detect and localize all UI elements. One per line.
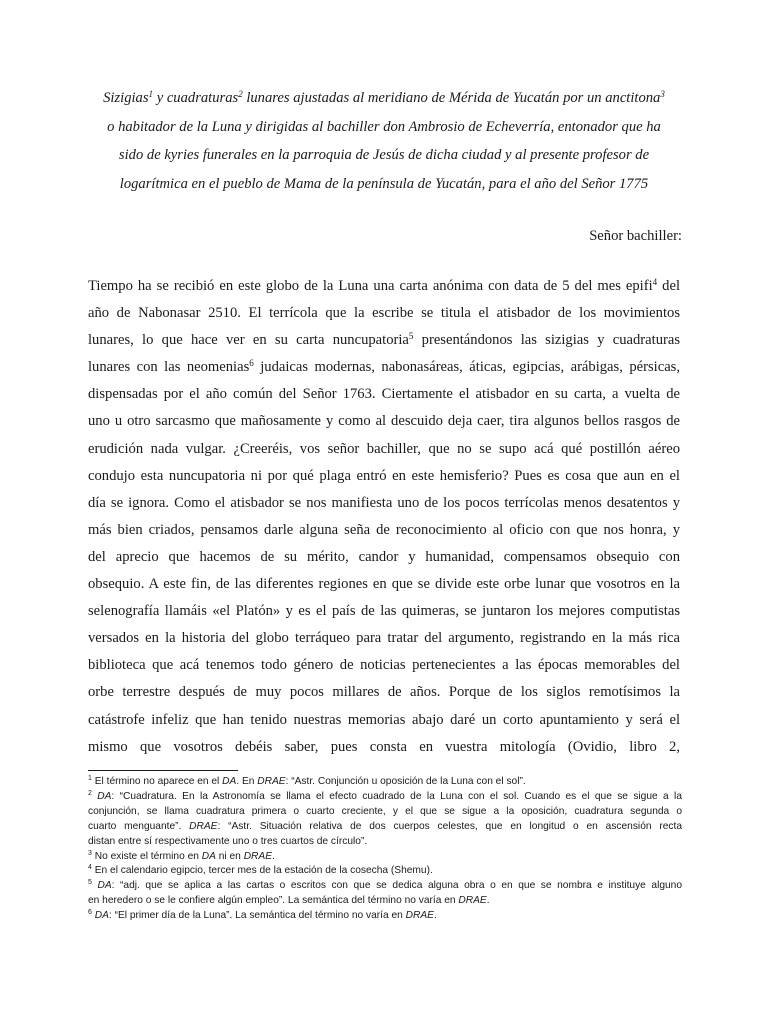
footnote-ref[interactable]: 6 [249, 358, 254, 369]
body-line: orbe terrestre después de muy pocos millares de años. Porque de los siglos remotísimos la [88, 684, 680, 701]
title-line [86, 170, 682, 199]
footnote-3: $^3$ No existe el término en DA ni en DRAE. [88, 849, 275, 862]
footnote-2-cont: cuarto menguante”. DRAE: “Astr. Situación relativa de dos cuerpos celestes, que en longitud o en ascensión recta [88, 820, 682, 832]
footnote-2: $^2$ DA: “Cuadratura. En la Astronomía se llama el efecto cuadrado de la Luna con el sol. Cuando es el que se sigue a la [88, 789, 682, 802]
body-line: dispensadas por el año común del Señor 1763. Ciertamente el atisbador en su carta, a vuelta de [88, 386, 680, 403]
footnotes [88, 775, 682, 924]
footnote-ref[interactable]: 2 [238, 89, 243, 99]
title-line [86, 141, 682, 170]
footnote-ref[interactable]: 4 [652, 277, 658, 287]
title-text: logarítmica en el pueblo de Mama de la península de Yucatán, para el año del Señor 1775 [119, 175, 649, 192]
body-line: mismo que vosotros debéis saber, pues consta en vuestra mitología (Ovidio, libro 2, [88, 738, 680, 755]
salutation: Señor bachiller: [589, 228, 682, 244]
footnote-ref[interactable]: 1 [148, 89, 154, 99]
body-line: catástrofe infeliz que han tenido nuestras memorias abajo daré un corto apuntamiento y será el [88, 711, 680, 728]
footnote-ref[interactable]: 3 [660, 89, 665, 99]
footnote-2-cont: conjunción, se llama cuadratura primera o cuarto creciente, y el que se sigue a la oposición, cuadratura segunda o [88, 805, 682, 817]
footnote-1: $^1$ El término no aparece en el DA. En DRAE: “Astr. Conjunción u oposición de la Luna con el sol”. [88, 775, 526, 787]
body-line: obsequio. A este fin, de las diferentes regiones en que se divide este orbe lunar que vosotros en la [88, 576, 680, 593]
body-paragraph [88, 273, 680, 761]
body-line: del aprecio que hacemos de su mérito, candor y humanidad, compensamos obsequio con [88, 548, 680, 565]
footnote-6: $^6$ DA: “El primer día de la Luna”. La semántica del término no varía en DRAE. [88, 909, 437, 922]
title-line [86, 113, 682, 142]
body-line: año de Nabonasar 2510. El terrícola que la escribe se titula el atisbador de los movimientos [88, 305, 680, 322]
body-line: Tiempo ha se recibió en este globo de la Luna una carta anónima con data de 5 del mes epifi$^4$ del [88, 277, 680, 294]
title-text: sido de kyries funerales en la parroquia de Jesús de dicha ciudad y al presente profesor de [118, 147, 650, 163]
body-line: erudición nada vulgar. ¿Creeréis, vos señor bachiller, que no se supo acá qué postillón aéreo [88, 440, 680, 457]
body-line: uno u otro sarcasmo que mañosamente y como al descuido deja caer, tira algunos bellos rasgos de [88, 413, 680, 430]
title-text: Sizigias [103, 90, 149, 106]
footnote-ref[interactable]: 5 [408, 331, 414, 342]
title-line [86, 84, 682, 113]
document-title [86, 84, 682, 198]
footnote-4: $^4$ En el calendario egipcio, tercer mes de la estación de la cosecha (Shemu). [88, 864, 433, 877]
body-line: condujo esta nuncupatoria ni por qué plaga entró en este hemisferio? Pues es cosa que aun en el [88, 467, 680, 484]
body-line: más bien criados, pensamos darle alguna seña de reconocimiento al oficio con que nos honra, y [88, 521, 680, 538]
body-line: versados en la historia del globo terráqueo para tratar del argumento, registrando en la más rica [88, 630, 680, 647]
body-line: biblioteca que acá tenemos todo género de noticias pertenecientes a las épocas memorables del [88, 657, 680, 674]
body-line: día se ignora. Como el atisbador se nos manifiesta uno de los pocos terrícolas menos desatentos y [88, 494, 680, 511]
body-line: lunares, lo que hace ver en su carta nuncupatoria$^5$ presentándonos las sizigias y cuadraturas [88, 331, 681, 349]
footnote-5: $^5$ DA: “adj. que se aplica a las cartas o escritos con que se dedica alguna obra o en que se nombra e instituye alguno [88, 879, 682, 892]
footnote-5-cont: en heredero o se le confiere algún empleo”. La semántica del término no varía en DRAE. [88, 895, 490, 907]
body-line: selenografía llamáis «el Platón» y es el país de las quimeras, se juntaron los mejores computistas [88, 603, 680, 620]
title-text: y cuadraturas [153, 90, 239, 106]
title-text: lunares ajustadas al meridiano de Mérida de Yucatán por un anctitona [242, 90, 661, 106]
title-text: o habitador de la Luna y dirigidas al bachiller don Ambrosio de Echeverría, entonador que ha [107, 118, 661, 135]
body-line: lunares con las neomenias$^6$ judaicas modernas, nabonasáreas, áticas, egipcias, arábigas, pérsicas, [88, 358, 680, 376]
footnote-2-cont: distan entre sí respectivamente uno o tres cuartos de círculo”. [88, 835, 368, 847]
footnote-divider [88, 770, 238, 771]
